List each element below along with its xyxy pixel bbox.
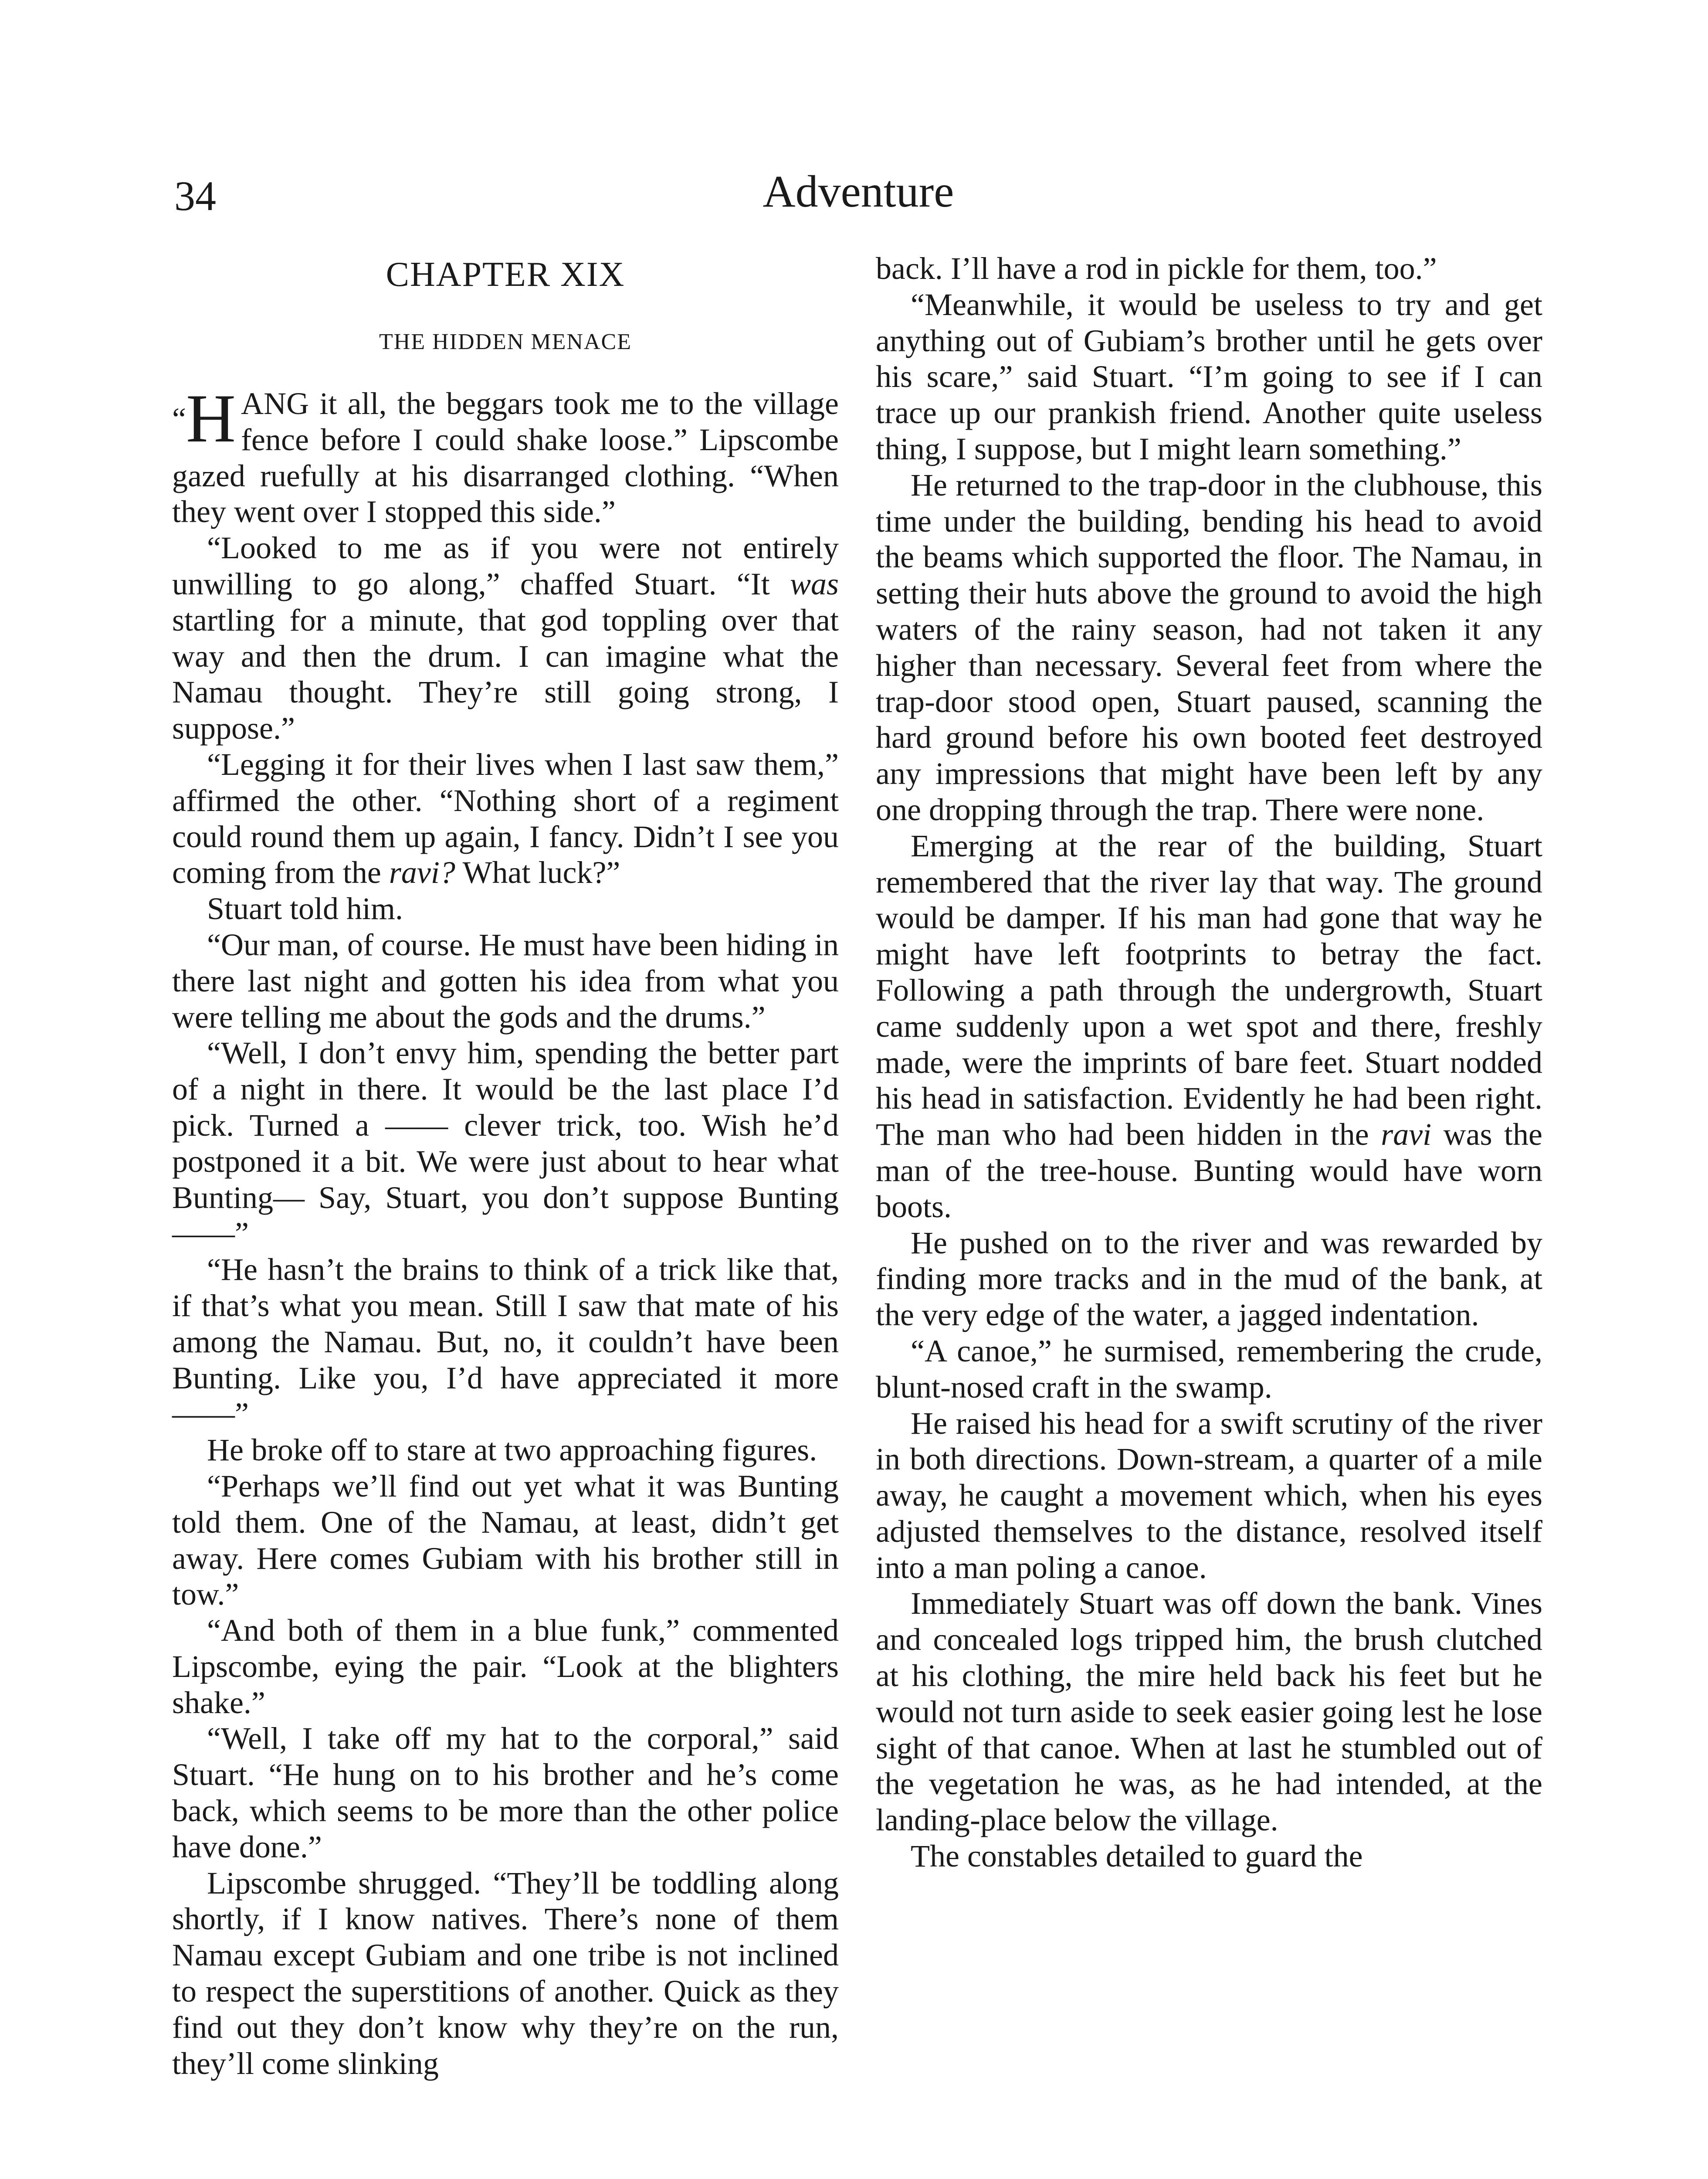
drop-cap-letter: H [186, 380, 236, 457]
paragraph [172, 380, 839, 530]
paragraph: “A canoe,” he surmised, remembering the crude, blunt-nosed craft in the swamp. [876, 1333, 1542, 1405]
chapter-heading: CHAPTER XIX [386, 255, 625, 294]
paragraph [172, 530, 839, 747]
paragraph-text: What luck?” [455, 855, 620, 890]
emphasis-text: ravi? [389, 855, 455, 890]
page-number: 34 [174, 173, 216, 219]
paragraph: Immediately Stuart was off down the bank. Vines and concealed logs tripped him, the brush clutched at his clothing, the mire held back his feet but he would not turn aside to seek easier going lest he lose sight of that canoe. When at last he stumbled out of the vegetation he was, as he had intended, at the landing-place below the village. [876, 1586, 1542, 1838]
right-column [876, 251, 1542, 1874]
paragraph-text: ANG it all, the beggars took me to the village fence before I could shake loose.” Lipscombe gazed ruefully at his disarranged clothing. “When they went over I stopped this side.” [172, 386, 839, 529]
paragraph: “He hasn’t the brains to think of a trick like that, if that’s what you mean. Still I saw that mate of his among the Namau. But, no, it couldn’t have been Bunting. Like you, I’d have appreciated it more——” [172, 1252, 839, 1432]
paragraph: “Perhaps we’ll find out yet what it was Bunting told them. One of the Namau, at least, didn’t get away. Here comes Gubiam with his brother still in tow.” [172, 1468, 839, 1612]
page-header [174, 161, 1542, 231]
paragraph: Stuart told him. [207, 891, 403, 927]
emphasis-text: was [790, 566, 839, 601]
chapter-subtitle: THE HIDDEN MENACE [379, 329, 632, 354]
paragraph-text: “Legging it for their lives when I last saw them,” affirmed the other. “Nothing short of a regiment could round them up again, I fancy. Didn’t I see you coming from the [172, 747, 839, 890]
drop-cap [172, 380, 236, 457]
paragraph-text: was the man of the tree-house. Bunting would have worn boots. [876, 1117, 1542, 1224]
paragraph [172, 747, 839, 891]
paragraph: “Well, I take off my hat to the corporal,” said Stuart. “He hung on to his brother and he’s come back, which seems to be more than the other police have done.” [172, 1721, 839, 1864]
paragraph-text: Emerging at the rear of the building, Stuart remembered that the river lay that way. The ground would be damper. If his man had gone that way he might have left footprints to betray the fact. Following a path through the undergrowth, Stuart came suddenly upon a wet spot and there, freshly made, were the imprints of bare feet. Stuart nodded his head in satisfaction. Evidently he had been right. The man who had been hidden in the [876, 828, 1542, 1152]
paragraph: He raised his head for a swift scrutiny of the river in both directions. Down-stream, a quarter of a mile away, he caught a movement which, when his eyes adjusted themselves to the distance, resolved itself into a man poling a canoe. [876, 1405, 1542, 1585]
paragraph: “And both of them in a blue funk,” commented Lipscombe, eying the pair. “Look at the blighters shake.” [172, 1613, 839, 1720]
paragraph-text: startling for a minute, that god toppling over that way and then the drum. I can imagine what the Namau thought. They’re still going strong, I suppose.” [172, 602, 839, 746]
paragraph: He pushed on to the river and was rewarded by finding more tracks and in the mud of the bank, at the very edge of the water, a jagged indentation. [876, 1225, 1542, 1333]
paragraph: He broke off to stare at two approaching figures. [207, 1432, 817, 1468]
paragraph: “Well, I don’t envy him, spending the better part of a night in there. It would be the last place I’d pick. Turned a —— clever trick, too. Wish he’d postponed it a bit. We were just about to hear what Bunting— Say, Stuart, you don’t suppose Bunting——” [172, 1035, 839, 1251]
paragraph: back. I’ll have a rod in pickle for them, too.” [876, 251, 1437, 286]
paragraph: Lipscombe shrugged. “They’ll be toddling along shortly, if I know natives. There’s none of them Namau except Gubiam and one tribe is not inclined to respect the superstitions of another. Quick as they find out they don’t know why they’re on the run, they’ll come slinking [172, 1865, 839, 2081]
left-column [172, 251, 839, 2081]
paragraph: He returned to the trap-door in the clubhouse, this time under the building, bending his head to avoid the beams which supported the floor. The Namau, in setting their huts above the ground to avoid the high waters of the rainy season, had not taken it any higher than necessary. Several feet from where the trap-door stood open, Stuart paused, scanning the hard ground before his own booted feet destroyed any impressions that might have been left by any one dropping through the trap. There were none. [876, 467, 1542, 827]
magazine-title: Adventure [762, 166, 954, 217]
paragraph: The constables detailed to guard the [911, 1839, 1363, 1874]
emphasis-text: ravi [1381, 1117, 1432, 1152]
paragraph-text: “Looked to me as if you were not entirely unwilling to go along,” chaffed Stuart. “It [172, 530, 839, 601]
paragraph: “Our man, of course. He must have been hiding in there last night and gotten his idea from what you were telling me about the gods and the drums.” [172, 927, 839, 1035]
opening-quote-mark: “ [172, 401, 186, 436]
paragraph [876, 828, 1542, 1225]
paragraph: “Meanwhile, it would be useless to try and get anything out of Gubiam’s brother until he gets over his scare,” said Stuart. “I’m going to see if I can trace up our prankish friend. Another quite useless thing, I suppose, but I might learn something.” [876, 287, 1542, 466]
